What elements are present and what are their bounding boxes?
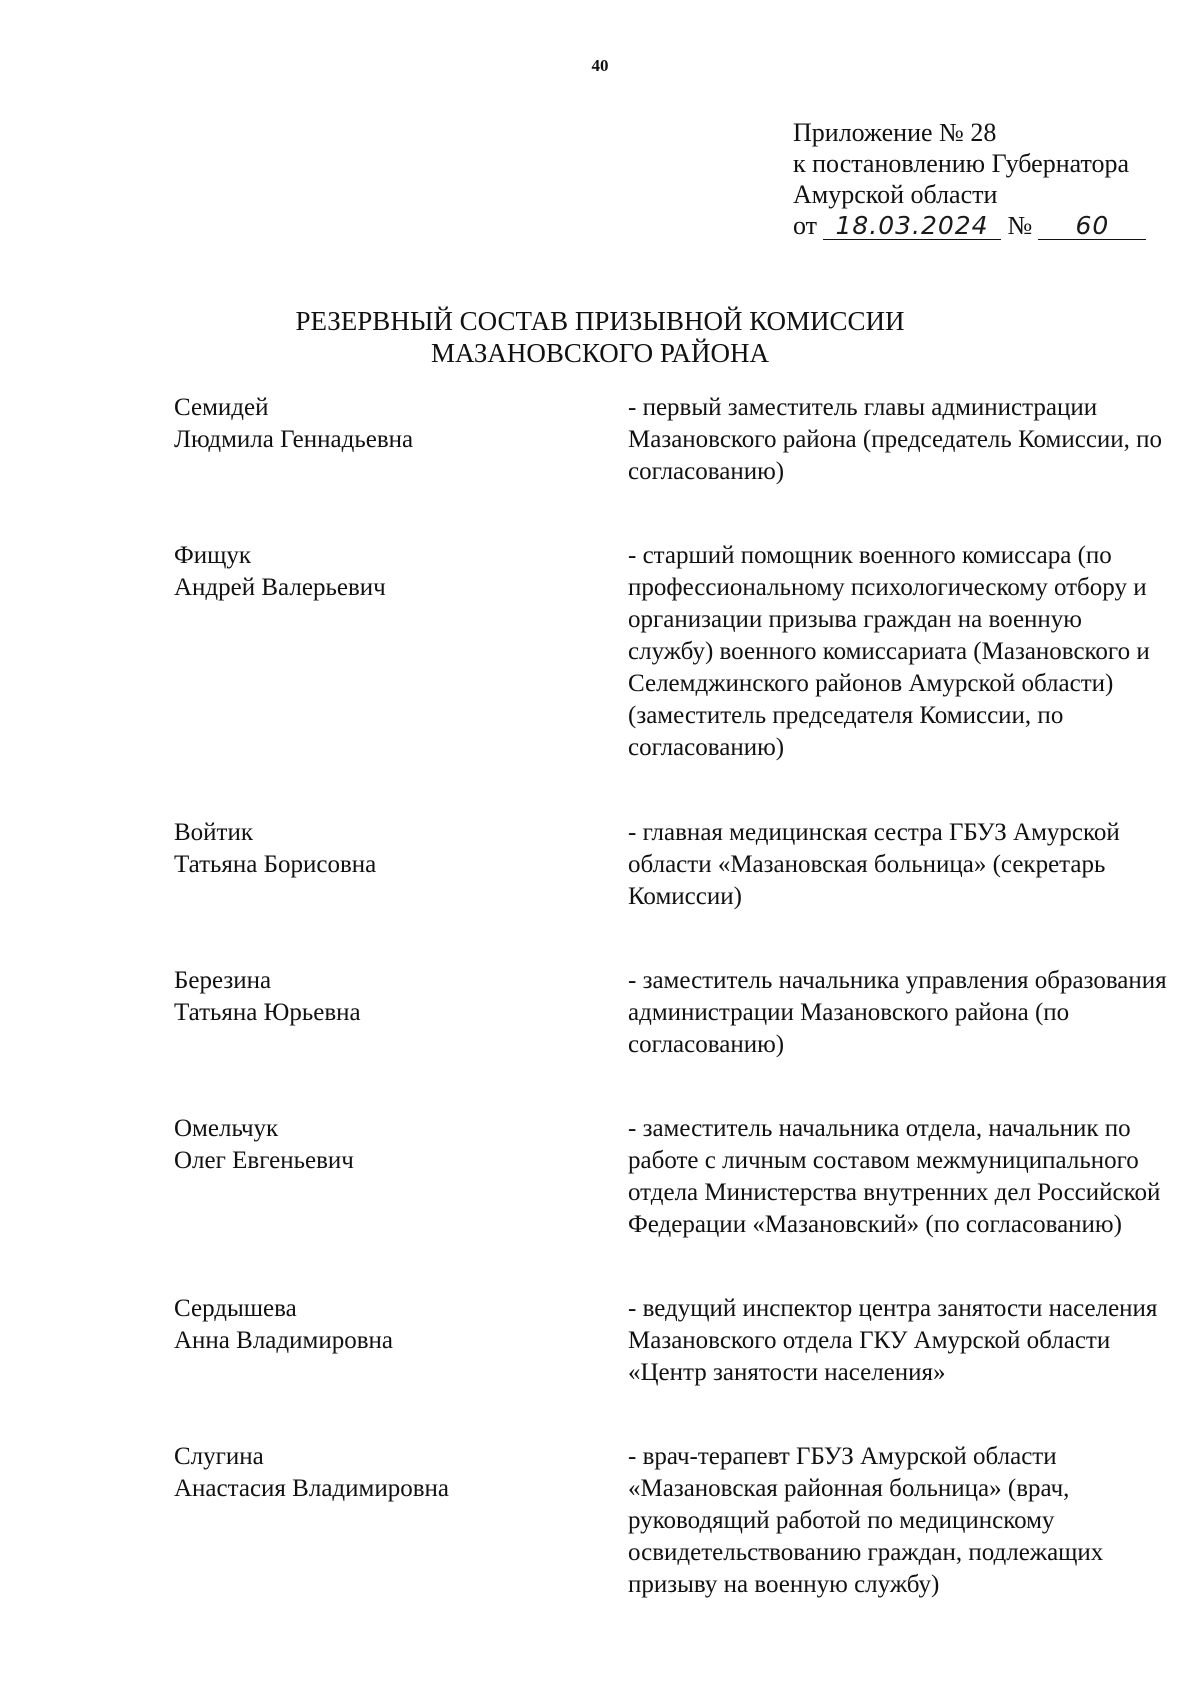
from-label: от [793, 211, 818, 240]
page-number: 40 [591, 56, 609, 75]
member-surname: Сердышева [174, 1295, 297, 1322]
member-given-name: Татьяна Юрьевна [174, 999, 361, 1026]
member-entry [174, 1293, 1174, 1389]
member-list [174, 392, 1174, 1601]
title-line-2: МАЗАНОВСКОГО РАЙОНА [431, 338, 769, 368]
handwritten-number: 60 [1038, 213, 1146, 240]
appendix-date-line [793, 210, 1146, 241]
member-surname: Войтик [174, 819, 254, 846]
member-given-name: Анна Владимировна [174, 1327, 393, 1354]
appendix-region: Амурской области [793, 180, 998, 209]
member-name [174, 1293, 628, 1389]
member-entry [174, 965, 1174, 1061]
member-name [174, 817, 628, 913]
member-surname: Березина [174, 967, 272, 994]
member-given-name: Людмила Геннадьевна [174, 426, 414, 453]
title-line-1: РЕЗЕРВНЫЙ СОСТАВ ПРИЗЫВНОЙ КОМИССИИ [295, 306, 905, 336]
document-title [0, 305, 1200, 369]
member-surname: Фищук [174, 542, 252, 569]
member-entry [174, 1441, 1174, 1601]
member-role: - заместитель начальника управления образования администрации Мазановского района (по согласованию) [628, 967, 1167, 1058]
member-role: - врач-терапевт ГБУЗ Амурской области «Мазановская районная больница» (врач, руководящий работой по медицинскому освидетельствованию граждан, подлежащих призыву на военную службу) [628, 1443, 1104, 1598]
member-name [174, 392, 628, 488]
member-name [174, 1113, 628, 1241]
member-role: - старший помощник военного комиссара (по профессиональному психологическому отбору и организации призыва граждан на военную службу) военного комиссариата (Мазановского и Селемджинского районов Амурской области) (заместитель председателя Комиссии, по согласованию) [628, 542, 1150, 761]
member-given-name: Олег Евгеньевич [174, 1147, 354, 1174]
appendix-title: Приложение № 28 [793, 118, 997, 147]
member-name [174, 540, 628, 764]
member-name [174, 965, 628, 1061]
handwritten-date: 18.03.2024 [823, 213, 1001, 240]
member-given-name: Анастасия Владимировна [174, 1475, 449, 1502]
member-role: - ведущий инспектор центра занятости населения Мазановского отдела ГКУ Амурской области «Центр занятости населения» [628, 1295, 1158, 1386]
member-surname: Слугина [174, 1443, 264, 1470]
member-entry [174, 1113, 1174, 1241]
member-entry [174, 392, 1174, 488]
member-role: - заместитель начальника отдела, начальник по работе с личным составом межмуниципального отдела Министерства внутренних дел Российской Федерации «Мазановский» (по согласованию) [628, 1115, 1161, 1238]
member-entry [174, 540, 1174, 764]
member-name [174, 1441, 628, 1601]
member-role: - первый заместитель главы администрации Мазановского района (председатель Комиссии, по согласованию) [628, 394, 1163, 485]
member-surname: Омельчук [174, 1115, 279, 1142]
member-entry [174, 817, 1174, 913]
member-given-name: Татьяна Борисовна [174, 851, 377, 878]
member-role: - главная медицинская сестра ГБУЗ Амурской области «Мазановская больница» (секретарь Комиссии) [628, 819, 1120, 910]
member-given-name: Андрей Валерьевич [174, 574, 386, 601]
appendix-block [793, 117, 1146, 241]
member-surname: Семидей [174, 394, 269, 421]
appendix-reference: к постановлению Губернатора [793, 149, 1130, 178]
number-label: № [1007, 211, 1033, 240]
